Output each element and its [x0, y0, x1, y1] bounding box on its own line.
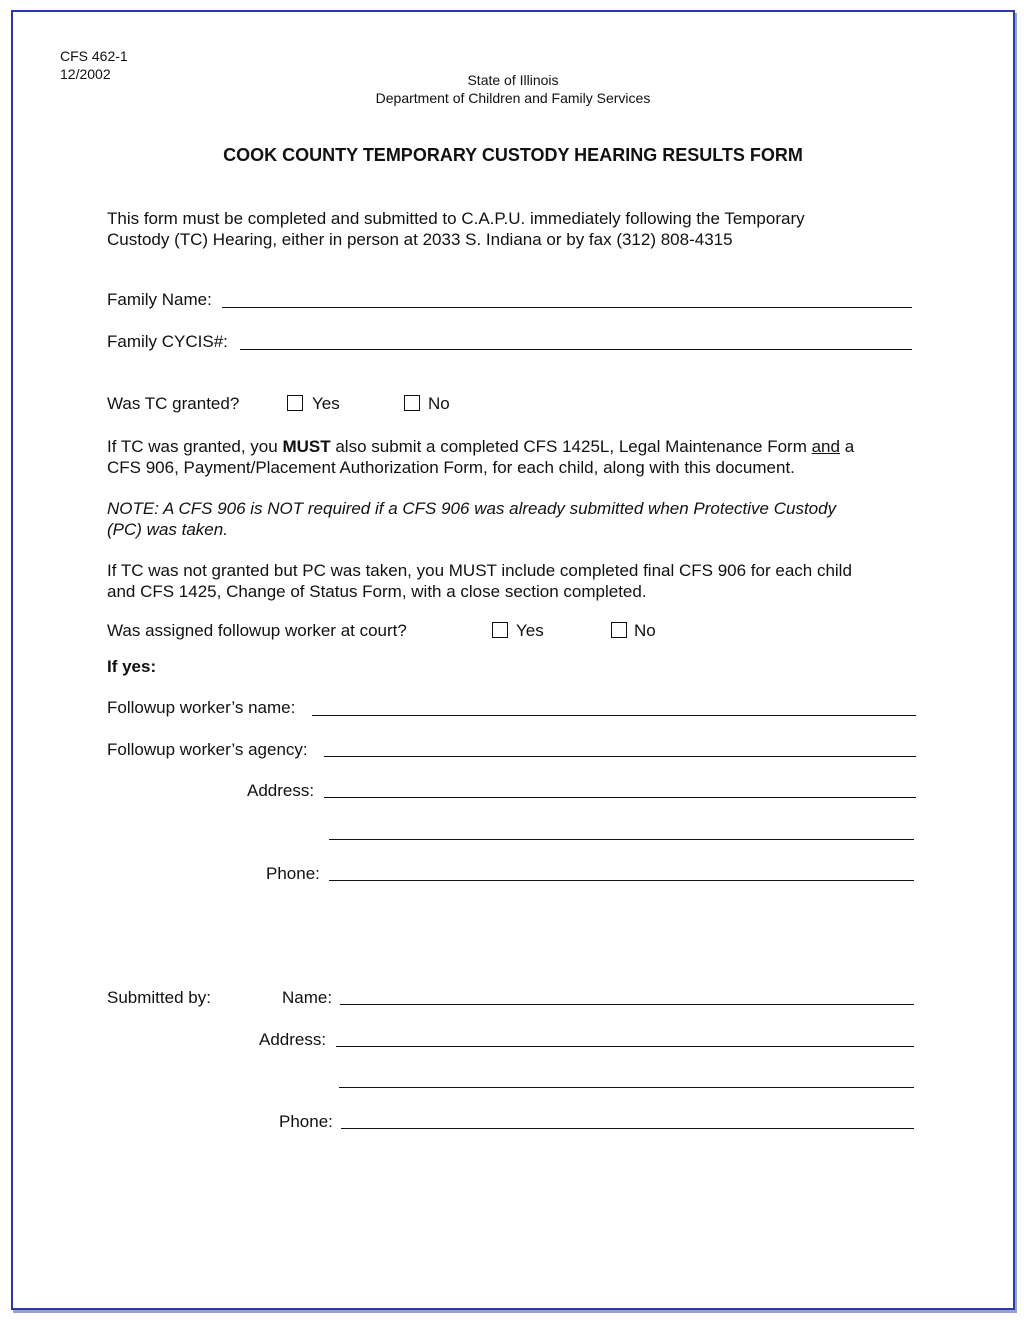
- if-yes-label: If yes:: [107, 657, 157, 676]
- note-line-1: NOTE: A CFS 906 is NOT required if a CFS 906 was already submitted when Protective Custody: [107, 499, 837, 518]
- form-title: COOK COUNTY TEMPORARY CUSTODY HEARING RESULTS FORM: [223, 145, 803, 165]
- granted-text-1: If TC was granted, you: [107, 437, 283, 456]
- family-name-field[interactable]: [222, 307, 912, 308]
- submitted-by-label: Submitted by:: [107, 988, 211, 1007]
- submitted-phone-label: Phone:: [279, 1112, 333, 1131]
- tc-granted-paragraph: [107, 436, 927, 478]
- tc-granted-question: Was TC granted?: [107, 394, 240, 413]
- granted-text-2: also submit a completed CFS 1425L, Legal Maintenance Form: [330, 437, 812, 456]
- worker-address-label: Address:: [247, 781, 315, 800]
- granted-must: MUST: [282, 437, 331, 456]
- state-name: State of Illinois: [467, 72, 559, 88]
- granted-line-2: CFS 906, Payment/Placement Authorization Form, for each child, along with this document.: [107, 458, 795, 477]
- intro-line-2: Custody (TC) Hearing, either in person at 2033 S. Indiana or by fax (312) 808-4315: [107, 230, 733, 249]
- followup-yes-label: Yes: [516, 621, 544, 640]
- intro-paragraph: [107, 208, 927, 250]
- tc-granted-yes-label: Yes: [312, 394, 340, 413]
- worker-phone-label: Phone:: [266, 864, 320, 883]
- worker-address-field-1[interactable]: [324, 797, 916, 798]
- worker-name-field[interactable]: [312, 715, 916, 716]
- department-name: Department of Children and Family Services: [375, 90, 651, 106]
- not-granted-line-2: and CFS 1425, Change of Status Form, with a close section completed.: [107, 582, 647, 601]
- worker-name-label: Followup worker’s name:: [107, 698, 296, 717]
- submitted-address-field-2[interactable]: [339, 1087, 914, 1088]
- not-granted-line-1: If TC was not granted but PC was taken, you MUST include completed final CFS 906 for each child: [107, 561, 852, 580]
- followup-question: Was assigned followup worker at court?: [107, 621, 407, 640]
- granted-text-3: a: [839, 437, 855, 456]
- worker-agency-field[interactable]: [324, 756, 916, 757]
- followup-yes-checkbox[interactable]: [492, 622, 508, 638]
- page-border: [11, 10, 1015, 1310]
- tc-granted-no-checkbox[interactable]: [404, 395, 420, 411]
- family-cycis-field[interactable]: [240, 349, 912, 350]
- followup-no-label: No: [634, 621, 656, 640]
- note-line-2: (PC) was taken.: [107, 520, 228, 539]
- intro-line-1: This form must be completed and submitted to C.A.P.U. immediately following the Temporary: [107, 209, 805, 228]
- worker-address-field-2[interactable]: [329, 839, 914, 840]
- submitted-phone-field[interactable]: [341, 1128, 914, 1129]
- submitted-name-field[interactable]: [340, 1004, 914, 1005]
- submitted-address-field-1[interactable]: [336, 1046, 914, 1047]
- worker-agency-label: Followup worker’s agency:: [107, 740, 308, 759]
- form-number: CFS 462-1: [60, 48, 128, 64]
- worker-phone-field[interactable]: [329, 880, 914, 881]
- tc-granted-yes-checkbox[interactable]: [287, 395, 303, 411]
- followup-no-checkbox[interactable]: [611, 622, 627, 638]
- tc-not-granted-paragraph: [107, 560, 927, 602]
- note-paragraph: [107, 498, 927, 540]
- tc-granted-no-label: No: [428, 394, 450, 413]
- submitted-name-label: Name:: [282, 988, 333, 1007]
- family-name-label: Family Name:: [107, 290, 212, 309]
- form-date: 12/2002: [60, 66, 111, 82]
- submitted-address-label: Address:: [259, 1030, 327, 1049]
- granted-and: and: [811, 437, 840, 456]
- family-cycis-label: Family CYCIS#:: [107, 332, 228, 351]
